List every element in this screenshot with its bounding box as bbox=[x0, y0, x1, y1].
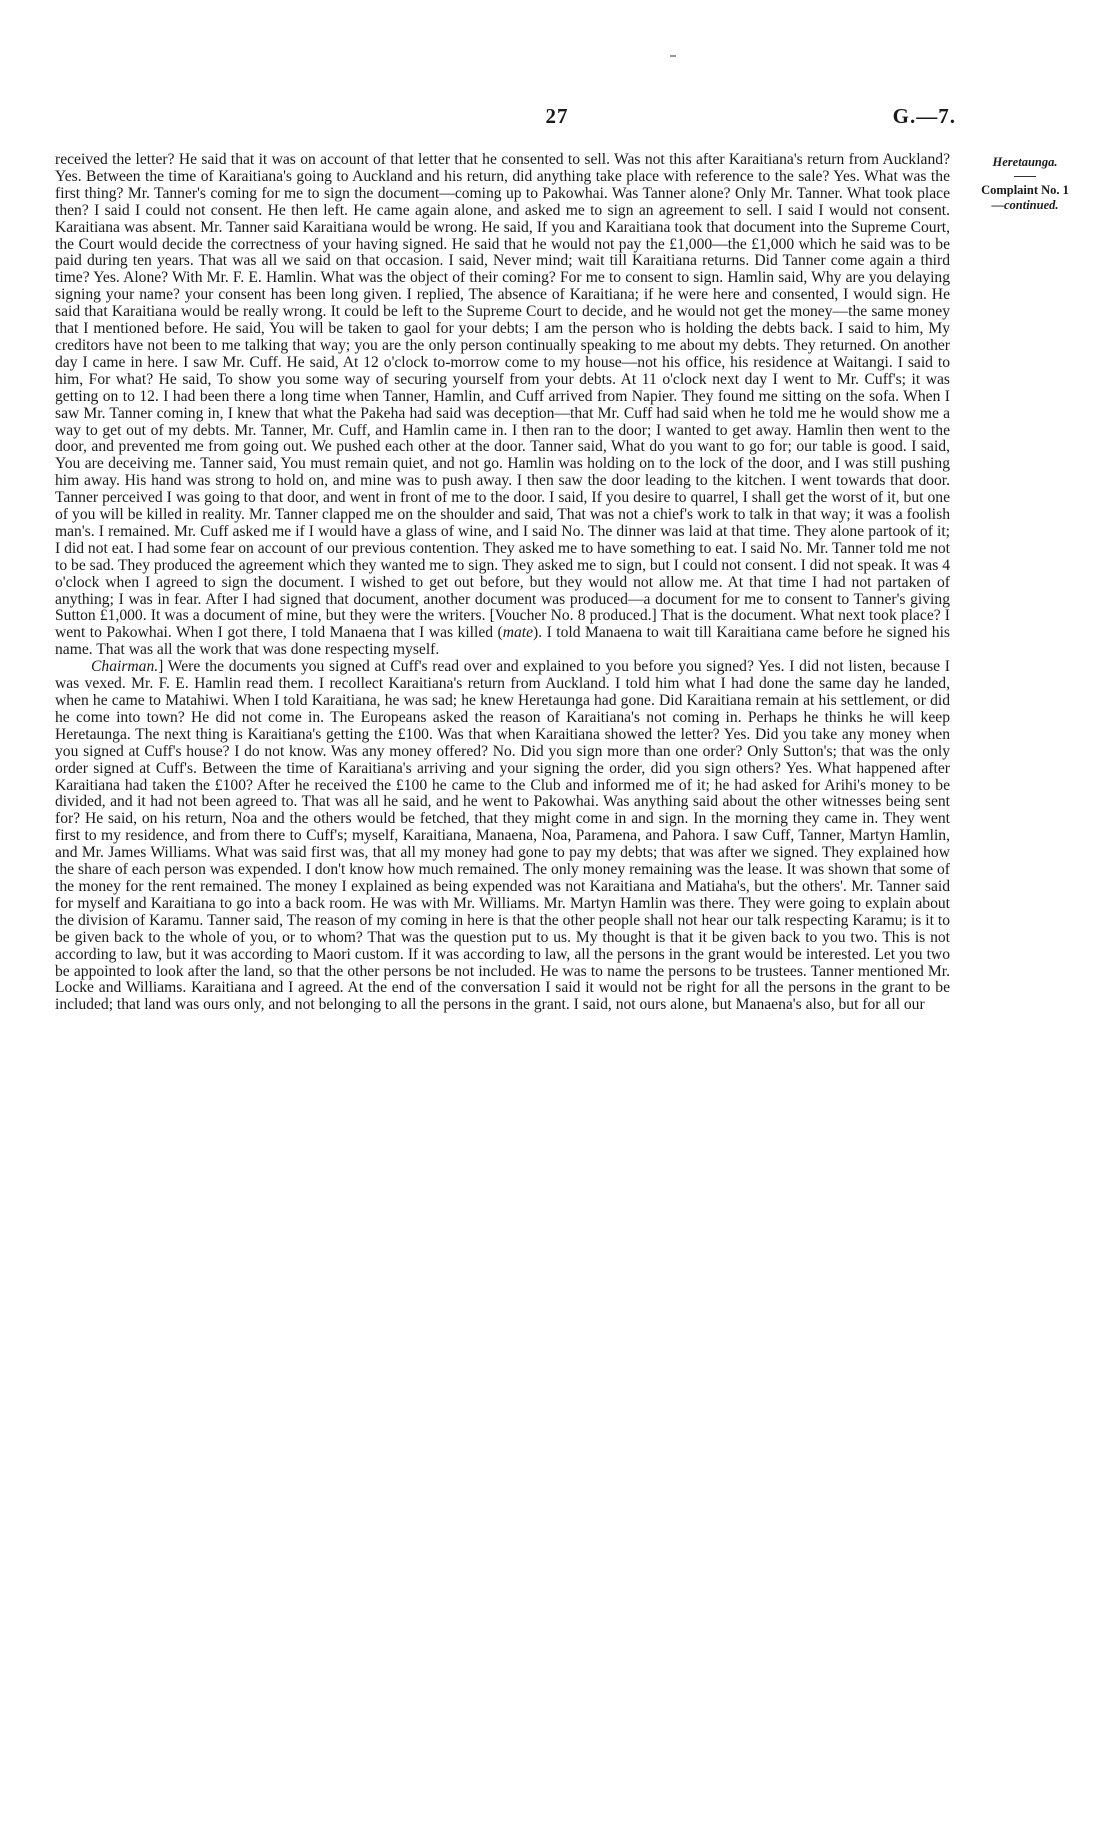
paragraph-1 bbox=[55, 152, 950, 659]
paragraph-2-text: ] Were the documents you signed at Cuff's read over and explained to you before you signed? Yes. I did not listen, because I was vexed. Mr. F. E. Hamlin read them. I recollect Karaitiana's return from Auckland. I told him what I had done the same day he landed, when he came to Matahiwi. When I told Karaitiana, he was sad; he knew Heretaunga had gone. Did Karaitiana remain at his settlement, or did he come into town? He did not come in. The Europeans asked the reason of Karaitiana's not coming in. Perhaps he thinks he will keep Heretaunga. The next thing is Karaitiana's getting the £100. Was that when Karaitiana showed the letter? Yes. Did you take any money when you signed at Cuff's house? I do not know. Was any money offered? No. Did you sign more than one order? Only Sutton's; that was the only order signed at Cuff's. Between the time of Karaitiana's arriving and your signing the order, did you sign others? Yes. What happened after Karaitiana had taken the £100? After he received the £100 he came to the Club and informed me of it; he had asked for Arihi's money to be divided, and it had not been agreed to. That was all he said, and he went to Pakowhai. Was anything said about the other witnesses being sent for? He said, on his return, Noa and the others would be fetched, that they might come in and sign. In the morning they came in. They went first to my residence, and from there to Cuff's; myself, Karaitiana, Manaena, Noa, Paramena, and Pahora. I saw Cuff, Tanner, Martyn Hamlin, and Mr. James Williams. What was said first was, that all my money had gone to pay my debts; that was after we signed. They explained how the share of each person was expended. I don't know how much remained. The only money remaining was the lease. It was shown that some of the money for the rent remained. The money I explained as being expended was not Karaitiana and Matiaha's, but the others'. Mr. Tanner said for myself and Karaitiana to go into a back room. He was with Mr. Williams. Mr. Martyn Hamlin was there. They were going to explain about the division of Karamu. Tanner said, The reason of my coming in here is that the other people shall not hear our talk respecting Karamu; is it to be given back to the whole of you, or to whom? That was the question put to us. My thought is that it be given back to you two. This is not according to law, but it was according to Maori custom. If it was according to law, all the persons in the grant would be interested. Let you two be appointed to look after the land, so that the other persons be not included. He was to name the persons to be trustees. Tanner mentioned Mr. Locke and Williams. Karaitiana and I agreed. At the end of the conversation I said it would not be right for all the persons in the grant to be included; that land was ours only, and not belonging to all the persons in the grant. I said, not ours alone, but Manaena's also, but for all our bbox=[55, 658, 950, 1014]
paragraph-1-text: received the letter? He said that it was on account of that letter that he consented to sell. Was not this after Karaitiana's return from Auckland? Yes. Between the time of Karaitiana's going to Auckland and his return, did anything take place with reference to the sale? Yes. What was the first thing? Mr. Tanner's coming for me to sign the document—coming up to Pakowhai. Was Tanner alone? Only Mr. Tanner. What took place then? I said I could not consent. He then left. He came again alone, and asked me to sign an agreement to sell. I said I would not consent. Karaitiana was absent. Mr. Tanner said Karaitiana would be wrong. He said, If you and Karaitiana took that document into the Supreme Court, the Court would decide the correctness of your having signed. He said that he would not pay the £1,000—the £1,000 which he said was to be paid during ten years. That was all we said on that occasion. I said, Never mind; wait till Karaitiana returns. Did Tanner come again a third time? Yes. Alone? With Mr. F. E. Hamlin. What was the object of their coming? For me to consent to sign. Hamlin said, Why are you delaying signing your name? your consent has been long given. I replied, The absence of Karaitiana; if he were here and consented, I would sign. He said that Karaitiana would be really wrong. It could be left to the Supreme Court to decide, and he would not get the money—the same money that I mentioned before. He said, You will be taken to gaol for your debts; I am the person who is holding the debts back. I said to him, My creditors have not been to me talking that way; you are the only person continually speaking to me about my debts. They returned. On another day I came in here. I saw Mr. Cuff. He said, At 12 o'clock to-morrow come to my house—not his office, his residence at Waitangi. I said to him, For what? He said, To show you some way of securing yourself from your debts. At 11 o'clock next day I went to Mr. Cuff's; it was getting on to 12. I had been there a long time when Tanner, Hamlin, and Cuff arrived from Napier. They found me sitting on the sofa. When I saw Mr. Tanner coming in, I knew that what the Pakeha had said was deception—that Mr. Cuff had said when he told me he would show me a way to get out of my debts. Mr. Tanner, Mr. Cuff, and Hamlin came in. I then ran to the door; I wanted to get away. Hamlin then went to the door, and prevented me from going out. We pushed each other at the door. Tanner said, What do you want to go for; our table is good. I said, You are deceiving me. Tanner said, You must remain quiet, and not go. Hamlin was holding on to the lock of the door, and I was still pushing him away. His hand was strong to hold on, and mine was to push away. I then saw the door leading to the kitchen. I went towards that door. Tanner perceived I was going to that door, and went in front of me to the door. I said, If you desire to quarrel, I shall get the worst of it, but one of you will be killed in reality. Mr. Tanner clapped me on the shoulder and said, That was not a chief's work to talk in that way; it was a foolish man's. I remained. Mr. Cuff asked me if I would have a glass of wine, and I said No. The dinner was laid at that time. They alone partook of it; I did not eat. I had some fear on account of our previous contention. They asked me to have something to eat. I said No. Mr. Tanner told me not to be sad. They produced the agreement which they wanted me to sign. They asked me to sign, but I could not consent. I did not speak. It was 4 o'clock when I agreed to sign the document. I wished to get out before, but they would not allow me. At that time I had not partaken of anything; I was in fear. After I had signed that document, another document was produced—a document for me to consent to Tanner's giving Sutton £1,000. It was a document of mine, but they were the writers. [Voucher No. 8 produced.] That is the document. What next took place? I went to Pakowhai. When I got there, I told Manaena that I was killed ( bbox=[55, 151, 950, 642]
margin-note bbox=[960, 155, 1090, 213]
document-reference: G.—7. bbox=[892, 104, 956, 128]
page-mark bbox=[670, 55, 676, 57]
testimony-text bbox=[55, 152, 950, 1014]
margin-note-rule bbox=[1014, 176, 1036, 177]
speaker-label: Chairman. bbox=[91, 658, 159, 676]
margin-note-title: Heretaunga. bbox=[992, 155, 1058, 169]
margin-note-subtitle: Complaint No. 1 bbox=[981, 183, 1069, 197]
maori-term: mate bbox=[502, 624, 534, 642]
page-header bbox=[50, 104, 1064, 134]
margin-note-continued: —continued. bbox=[991, 198, 1059, 212]
paragraph-2 bbox=[55, 659, 950, 1014]
page-number: 27 bbox=[545, 104, 569, 128]
paragraph-1-end: ). I told Manaena to wait till Karaitiana came before he signed his name. That was all the work that was done respecting myself. bbox=[55, 624, 950, 659]
